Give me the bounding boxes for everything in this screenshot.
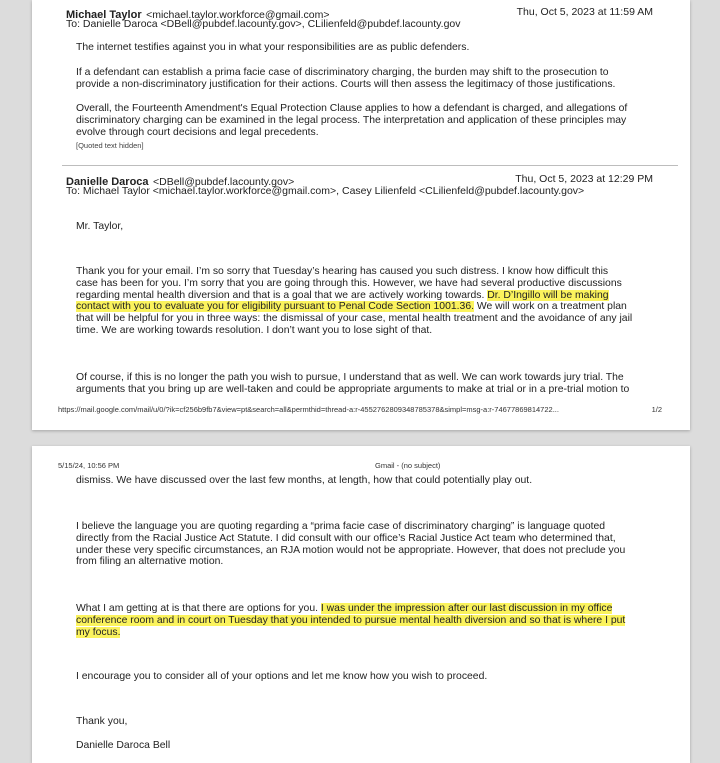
- page-2-paragraph-2: [76, 521, 625, 568]
- message-2-date: Thu, Oct 5, 2023 at 12:29 PM: [515, 173, 653, 185]
- message-1-paragraph-3: [76, 103, 627, 138]
- text-line: [76, 290, 632, 302]
- message-1-date: Thu, Oct 5, 2023 at 11:59 AM: [516, 6, 653, 18]
- text-line: [76, 615, 625, 627]
- print-header-title: Gmail - (no subject): [375, 461, 441, 470]
- text-line: I believe the language you are quoting regarding a “prima facie case of discriminatory charging” is language quoted: [76, 521, 606, 532]
- text-plain: regarding mental health diversion and that is a goal that we are actively working towards.: [76, 289, 488, 301]
- text-plain: We will work on a treatment plan: [473, 301, 627, 313]
- greeting: Mr. Taylor,: [76, 221, 124, 232]
- text-line: directly from the Racial Justice Act Statute. I did consult with our office’s Racial Justice Act team who determined that,: [76, 532, 616, 544]
- highlighted-text: conference room and in court on Tuesday that you intended to pursue mental health diversion and so that is where I put: [76, 614, 626, 626]
- text-line: If a defendant can establish a prima facie case of discriminatory charging, the burden may shift to the prosecution to: [76, 67, 609, 78]
- continued-text: dismiss. We have discussed over the last few months, at length, how that could potentially play out.: [76, 475, 533, 486]
- pdf-page-2: [32, 446, 690, 763]
- sender-email: <michael.taylor.workforce@gmail.com>: [146, 9, 330, 21]
- text-line: from filing an alternative motion.: [76, 556, 224, 568]
- text-line: [76, 301, 632, 313]
- text-line: time. We are working towards resolution. I don’t want you to lose sight of that.: [76, 324, 433, 336]
- highlighted-text: contact with you to evaluate you for eligibility pursuant to Penal Code Section 1001.36.: [76, 301, 474, 313]
- text-line: Overall, the Fourteenth Amendment's Equal Protection Clause applies to how a defendant is charged, and allegations of: [76, 103, 628, 114]
- text-line: case has been for you. I’m sorry that you are going through this. However, we have had several productive discussions: [76, 277, 622, 289]
- page-2-paragraph-3: [76, 603, 625, 638]
- print-header-date: 5/15/24, 10:56 PM: [58, 461, 120, 470]
- text-plain: What I am getting at is that there are options for you.: [76, 603, 321, 614]
- highlighted-text: Dr. D’Ingillo will be making: [487, 289, 609, 301]
- quoted-text-hidden: [Quoted text hidden]: [76, 141, 144, 150]
- highlighted-text: my focus.: [76, 626, 121, 638]
- sender-name: Michael Taylor: [66, 9, 142, 21]
- text-line: [76, 627, 625, 639]
- text-line: arguments that you bring up are well-taken and could be appropriate arguments to make at trial or in a pre-trial motion to: [76, 383, 630, 395]
- text-line: that will be helpful for you in three ways: the dismissal of your case, mental health treatment and the avoidance of any jail: [76, 313, 633, 325]
- sender-email: <DBell@pubdef.lacounty.gov>: [153, 176, 295, 188]
- text-line: discriminatory charging can be examined in the legal process. The interpretation and application of these principles may: [76, 114, 627, 126]
- signature: Danielle Daroca Bell: [76, 740, 171, 751]
- print-footer-page-number: 1/2: [651, 405, 662, 414]
- page-2-paragraph-4: I encourage you to consider all of your options and let me know how you wish to proceed.: [76, 671, 488, 682]
- sender-name: Danielle Daroca: [66, 176, 149, 188]
- message-2-paragraph-1: [76, 266, 632, 337]
- message-1-paragraph-2: [76, 67, 615, 91]
- text-line: evolve through court decisions and legal precedents.: [76, 126, 319, 138]
- text-line: Of course, if this is no longer the path you wish to pursue, I understand that as well. We can work towards jury trial. The: [76, 372, 624, 383]
- message-1-recipients: To: Danielle Daroca <DBell@pubdef.lacounty.gov>, CLilienfeld@pubdef.lacounty.gov: [66, 18, 461, 30]
- message-separator: [62, 165, 678, 166]
- text-line: provide a non-discriminatory justification for their actions. Courts will then assess the legitimacy of those justifications.: [76, 78, 616, 90]
- message-1-paragraph-1: The internet testifies against you in what your responsibilities are as public defenders.: [76, 42, 470, 53]
- print-footer-url: https://mail.google.com/mail/u/0/?ik=cf256b9fb7&view=pt&search=all&permthid=thread-a:r-4552762809348785378&simpl=msg-a:r-74677869814722...: [58, 405, 559, 414]
- text-line: under these very specific circumstances, an RJA motion would not be appropriate. However, that does not preclude you: [76, 544, 626, 556]
- text-line: [76, 603, 625, 615]
- pdf-page-1: [32, 0, 690, 430]
- message-2-recipients: To: Michael Taylor <michael.taylor.workforce@gmail.com>, Casey Lilienfeld <CLilienfeld@pubdef.lacounty.gov>: [66, 185, 585, 197]
- message-2-paragraph-2: [76, 372, 629, 396]
- text-line: Thank you for your email. I’m so sorry that Tuesday’s hearing has caused you such distress. I know how difficult this: [76, 266, 609, 277]
- highlighted-text: I was under the impression after our last discussion in my office: [320, 603, 613, 614]
- closing: Thank you,: [76, 716, 128, 727]
